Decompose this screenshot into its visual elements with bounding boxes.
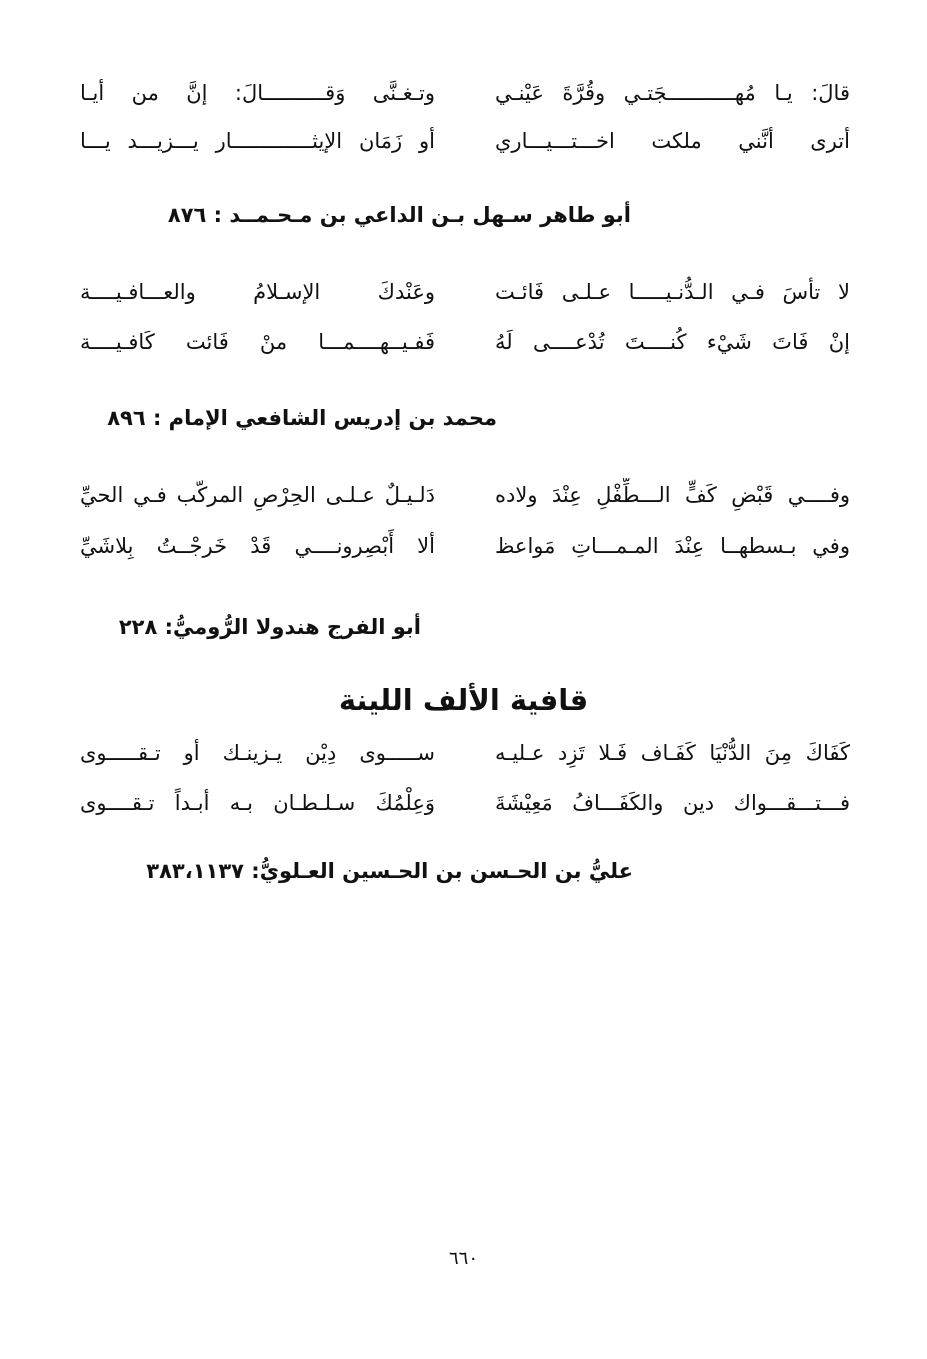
first-hemistich: كَفَاكَ مِنَ الدُّنْيَا كَفَـاف فَـلا تَزِد عـليـه: [495, 741, 850, 765]
poet-attribution: أبو طاهر سـهل بـن الداعي بن مـحـمــد : ٨٧٦: [167, 203, 631, 227]
section-heading: قافية الألف اللينة: [338, 683, 589, 717]
first-hemistich: أترى أنَّني ملكت اخـــتـــيـــاري: [495, 129, 850, 153]
second-hemistich: دَلـيـلٌ عـلـى الحِرْصِ المركّب فـي الحيِّ: [80, 483, 435, 507]
second-hemistich: وتـغـنَّى وَقــــــــــالَ: إنَّ من أيـا: [80, 81, 435, 105]
first-hemistich: وفــــي قَبْضِ كَفٍّ الـــطِّفْلِ عِنْدَ ولاده: [495, 483, 850, 507]
page-number: ٦٦٠: [448, 1248, 478, 1269]
second-hemistich: وَعِلْمُكَ سـلـطـان بـه أبـداً تـقــــوى: [80, 791, 435, 815]
verse-5: [80, 478, 850, 512]
poet-attribution: محمد بن إدريس الشافعي الإمام : ٨٩٦: [107, 406, 497, 430]
verse-8: [80, 786, 850, 820]
verse-1: [80, 76, 850, 110]
second-hemistich: أو زَمَان الإيثـــــــــــــار يـــزيـــد يـــا: [80, 129, 435, 153]
verse-6: [80, 529, 850, 563]
verse-4: [80, 325, 850, 359]
second-hemistich: ألا أَبْصِرونــــي قَدْ خَرجْــتُ بِلاشَيِّ: [80, 534, 435, 558]
second-hemistich: ســـــوى دِيْن يـزينـك أو تـقـــــوى: [80, 741, 435, 765]
verse-7: [80, 736, 850, 770]
first-hemistich: إنْ فَاتَ شَيْء كُنــــتَ تُدْعــــى لَهُ: [495, 330, 850, 354]
first-hemistich: لا تأسَ فـي الـدُّنـيـــــا عـلـى فَائـت: [495, 280, 850, 304]
second-hemistich: فَفـيــهــــمـــا منْ فَائت كَافـيــــة: [80, 330, 435, 354]
poet-attribution: أبو الفرج هندولا الرُّوميُّ: ٢٢٨: [118, 615, 421, 639]
second-hemistich: وعَنْدكَ الإسـلامُ والعـــافـيــــة: [80, 280, 435, 304]
first-hemistich: فـــتـــقـــواك دين والكَفَـــافُ مَعِيْشَةَ: [495, 791, 850, 815]
first-hemistich: قالَ: يـا مُهـــــــــــجَتـي وقُرَّةَ عَيْنـي: [495, 81, 850, 105]
verse-3: [80, 275, 850, 309]
poet-attribution: عليُّ بن الحـسن بن الحـسين العـلويُّ: ٣٨٣،١١٣٧: [146, 859, 633, 883]
first-hemistich: وفي بـسطهــا عِنْدَ المـمـــاتِ مَواعظ: [495, 534, 850, 558]
verse-2: [80, 124, 850, 158]
